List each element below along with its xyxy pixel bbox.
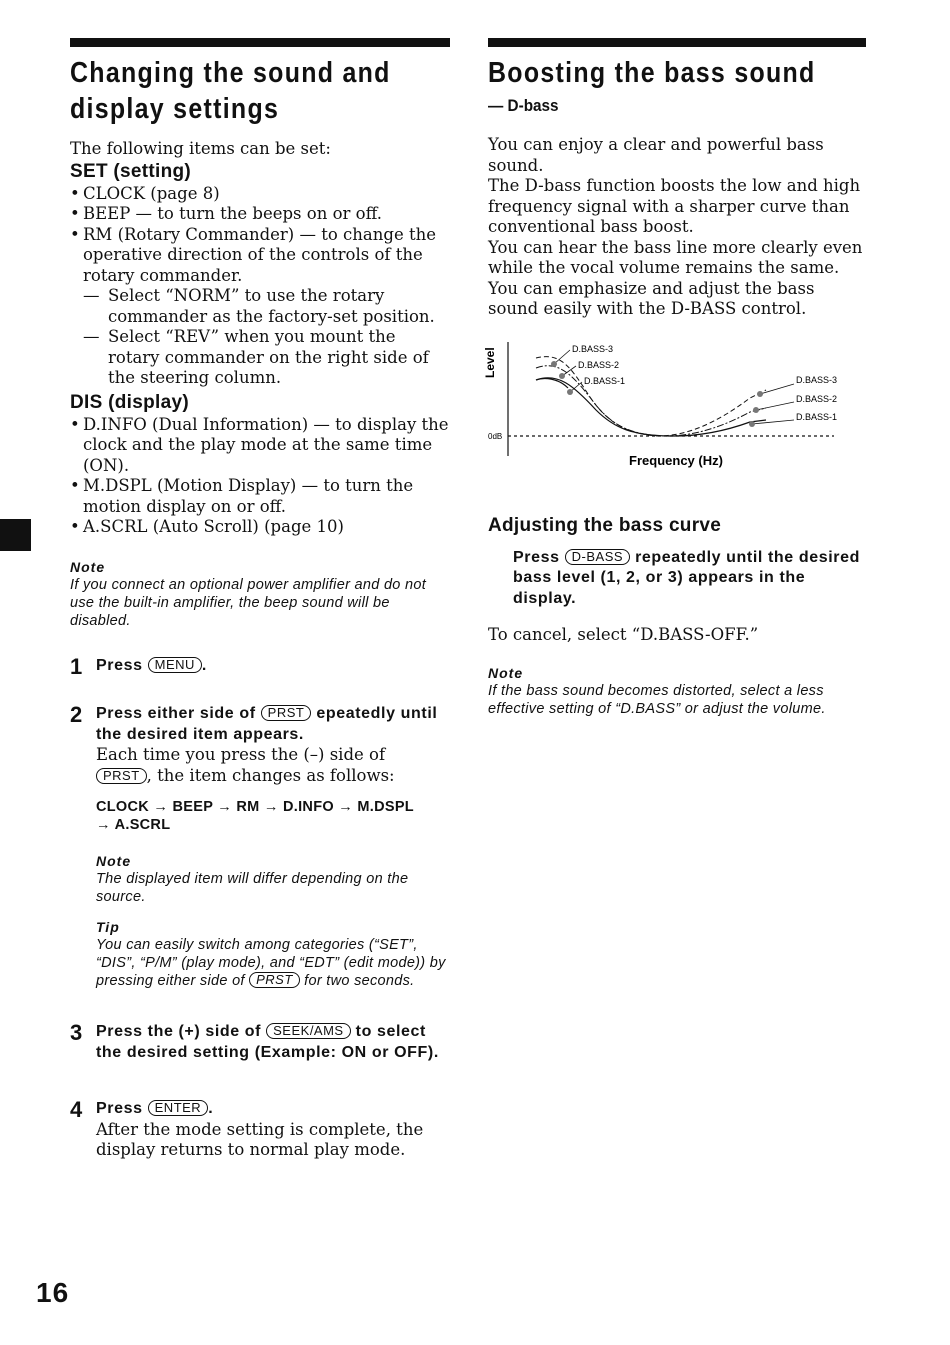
step-title: Press ENTER . [96,1100,214,1117]
adjust-instruction: Press D-BASS repeatedly until the desired bass level (1, 2, or 3) appears in the display. [513,548,860,607]
step-title: Press the (+) side of SEEK/AMS to select the desired setting (Example: ON or OFF). [96,1023,439,1061]
step-note-text: The displayed item will differ depending on the source. [96,871,409,905]
step-body: After the mode setting is complete, the display returns to normal play mode. [96,1119,424,1159]
seek-ams-key: SEEK/AMS [266,1023,350,1039]
step-4 [70,1099,450,1161]
step-title: Press either side of PRST epeatedly until the desired item appears. [96,705,438,743]
adjust-heading: Adjusting the bass curve [488,514,722,536]
item-sequence: CLOCK → BEEP → RM → D.INFO → M.DSPL → A.SCRL [96,799,414,833]
section-tab-marker [0,519,31,551]
set-list [70,184,450,287]
step-number: 2 [70,702,83,727]
intro-paragraphs [488,135,866,320]
note-text: If the bass sound becomes distorted, select a less effective setting of “D.BASS” or adjust the volume. [488,682,826,717]
left-column [70,38,450,1161]
prst-key: PRST [249,972,300,988]
rm-subitem-rev: — Select “REV” when you mount the rotary commander on the right side of the steering column. [83,327,429,387]
intro-text: The following items can be set: [70,139,331,158]
step-number: 4 [70,1097,83,1122]
step-3 [70,1022,450,1063]
graph-zero-label: 0dB [488,431,503,441]
step-number: 1 [70,653,83,679]
paragraph: You can hear the bass line more clearly even while the vocal volume remains the same. You can emphasize and adjust the bass sound easily with the D-BASS control. [488,237,863,318]
curve-dbass-3 [536,356,766,435]
curve-dbass-2 [536,365,766,435]
page-title-line-1: Changing the sound and [70,57,391,89]
note-label: Note [70,558,106,575]
step-2 [70,704,450,990]
cancel-text: To cancel, select “D.BASS-OFF.” [488,625,759,644]
step-1 [70,653,450,679]
step-note-label: Note [96,853,132,869]
step-body: Each time you press the (–) side of PRST , the item changes as follows: [96,745,395,785]
prst-key: PRST [261,705,312,721]
low-label-dbass-3: D.BASS-3 [572,343,614,354]
enter-key: ENTER [148,1100,209,1116]
section-subtitle: — D-bass [488,96,559,115]
dbass-key: D-BASS [565,549,630,565]
dis-item-mdspl: • M.DSPL (Motion Display) — to turn the motion display on or off. [70,476,450,517]
set-item-beep: • BEEP — to turn the beeps on or off. [70,204,450,225]
set-heading: SET (setting) [70,160,192,182]
dbass-curve-graph [483,338,866,498]
set-item-clock: • CLOCK (page 8) [70,184,450,205]
dis-item-dinfo: • D.INFO (Dual Information) — to display the clock and the play mode at the same time (ON). [70,415,450,477]
note-label: Note [488,664,524,681]
tip-label: Tip [96,919,120,935]
paragraph: You can enjoy a clear and powerful bass sound. [488,135,824,175]
curve-dbass-1 [536,377,766,435]
note-text: If you connect an optional power amplifier and do not use the built-in amplifier, the beep sound will be disabled. [70,576,427,629]
rm-subitem-norm: — Select “NORM” to use the rotary commander as the factory-set position. [83,286,435,326]
low-label-dbass-2: D.BASS-2 [578,359,620,370]
graph-x-label: Frequency (Hz) [629,452,723,468]
section-rule [488,38,866,47]
high-label-dbass-1: D.BASS-1 [796,411,838,422]
set-item-rm: • RM (Rotary Commander) — to change the operative direction of the controls of the rotary commander. [70,225,450,287]
section-title: Boosting the bass sound [488,57,816,89]
graph-y-label: Level [483,346,497,378]
low-label-dbass-1: D.BASS-1 [584,375,626,386]
step-title: Press MENU . [96,656,207,674]
right-column [483,38,866,718]
high-label-dbass-3: D.BASS-3 [796,374,838,385]
step-number: 3 [70,1020,83,1045]
prst-key: PRST [96,768,147,784]
section-rule [70,38,450,47]
dis-item-ascrl: • A.SCRL (Auto Scroll) (page 10) [70,517,450,538]
high-label-dbass-2: D.BASS-2 [796,393,838,404]
menu-key: MENU [148,657,202,673]
dis-heading: DIS (display) [70,391,189,413]
page-number: 16 [36,1277,70,1308]
tip-text: You can easily switch among categories (“SET”, “DIS”, “P/M” (play mode), and “EDT” (edit mode)) by pressing either side of PRST for two seconds. [96,937,446,989]
dis-list [70,415,450,538]
paragraph: The D-bass function boosts the low and high frequency signal with a sharper curve than conventional bass boost. [488,176,861,236]
page-title-line-2: display settings [70,93,280,125]
